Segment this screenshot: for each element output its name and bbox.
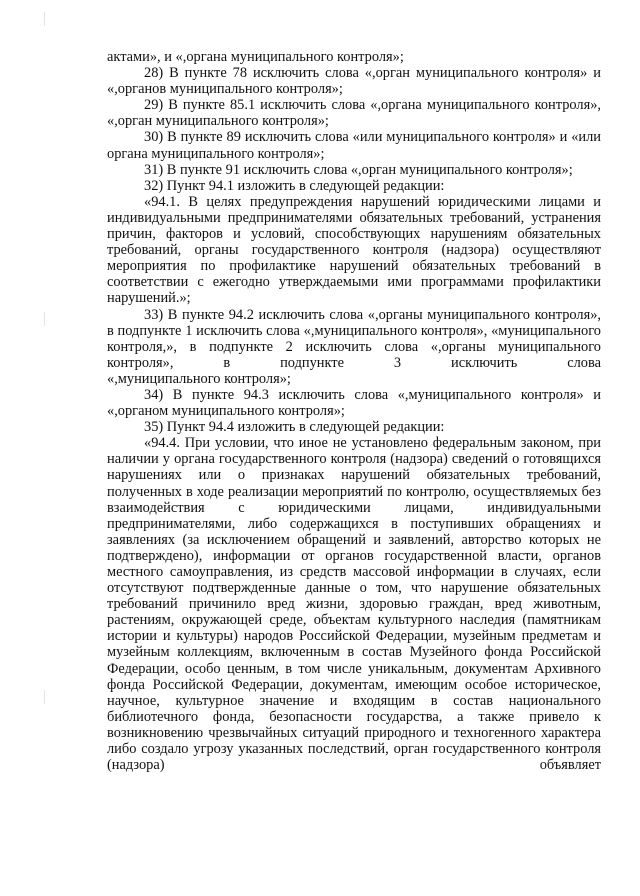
- paragraph-item-33-end: «,муниципального контроля»;: [107, 370, 291, 387]
- paragraph-quote-94-4: «94.4. При условии, что иное не установлено федеральным законом, при наличии у органа государственного контроля (надзора) сведений о готовящихся нарушениях или о признаках нарушений обязательных требований, полученных в ходе реализации мероприятий по контролю, осуществляемых без взаимодействия с юридическими лицами, индивидуальными предпринимателями, либо содержащихся в поступивших обращениях и заявлениях (за исключением обращений и заявлений, авторство которых не подтверждено), информации от органов государственной власти, органов местного самоуправления, из средств массовой информации в случаях, если отсутствуют подтвержденные данные о том, что нарушение обязательных требований причинило вред жизни, здоровью граждан, вред животным, растениям, окружающей среде, объектам культурного наследия (памятникам истории и культуры) народов Российской Федерации, музейным предметам и музейным коллекциям, включенным в состав Музейного фонда Российской Федерации, особо ценным, в том числе уникальным, документам Архивного фонда Российской Федерации, документам, имеющим особое историческое, научное, культурное значение и входящим в состав национального библиотечного фонда, безопасности государства, а также привело к возникновению чрезвычайных ситуаций природного и техногенного характера либо создало угрозу указанных последствий, орган государственного контроля (надзора) объявляет: [107, 435, 601, 774]
- paragraph-item-33: 33) В пункте 94.2 исключить слова «,органы муниципального контроля», в подпункте 1 исключить слова «,муниципального контроля», «муниципального контроля,», в подпункте 2 исключить слова «,органы муниципального контроля», в подпункте 3 исключить слова: [107, 306, 601, 371]
- paragraph-item-32: 32) Пункт 94.1 изложить в следующей редакции:: [144, 177, 445, 194]
- paragraph-item-29: 29) В пункте 85.1 исключить слова «,органа муниципального контроля», «,орган муниципального контроля»;: [107, 97, 601, 130]
- paragraph-item-34: 34) В пункте 94.3 исключить слова «,муниципального контроля» и «,органом муниципального контроля»;: [107, 386, 601, 420]
- scan-margin-mark: [44, 312, 45, 326]
- scan-margin-mark: [44, 12, 45, 26]
- paragraph-item-31: 31) В пункте 91 исключить слова «,орган муниципального контроля»;: [144, 161, 573, 178]
- paragraph-item-35: 35) Пункт 94.4 изложить в следующей редакции:: [144, 419, 445, 436]
- paragraph-continuation: актами», и «,органа муниципального контроля»;: [107, 49, 404, 65]
- document-body: [107, 49, 601, 773]
- paragraph-item-30: 30) В пункте 89 исключить слова «или муниципального контроля» и «или органа муниципального контроля»;: [107, 129, 601, 162]
- scan-margin-mark: [44, 690, 45, 704]
- paragraph-item-28: 28) В пункте 78 исключить слова «,орган муниципального контроля» и «,органов муниципального контроля»;: [107, 65, 601, 98]
- paragraph-quote-94-1: «94.1. В целях предупреждения нарушений юридическими лицами и индивидуальными предпринимателями обязательных требований, устранения причин, факторов и условий, способствующих нарушениям обязательных требований, органы государственного контроля (надзора) осуществляют мероприятия по профилактике нарушений обязательных требований в соответствии с ежегодно утверждаемыми ими программами профилактики нарушений.»;: [107, 193, 601, 307]
